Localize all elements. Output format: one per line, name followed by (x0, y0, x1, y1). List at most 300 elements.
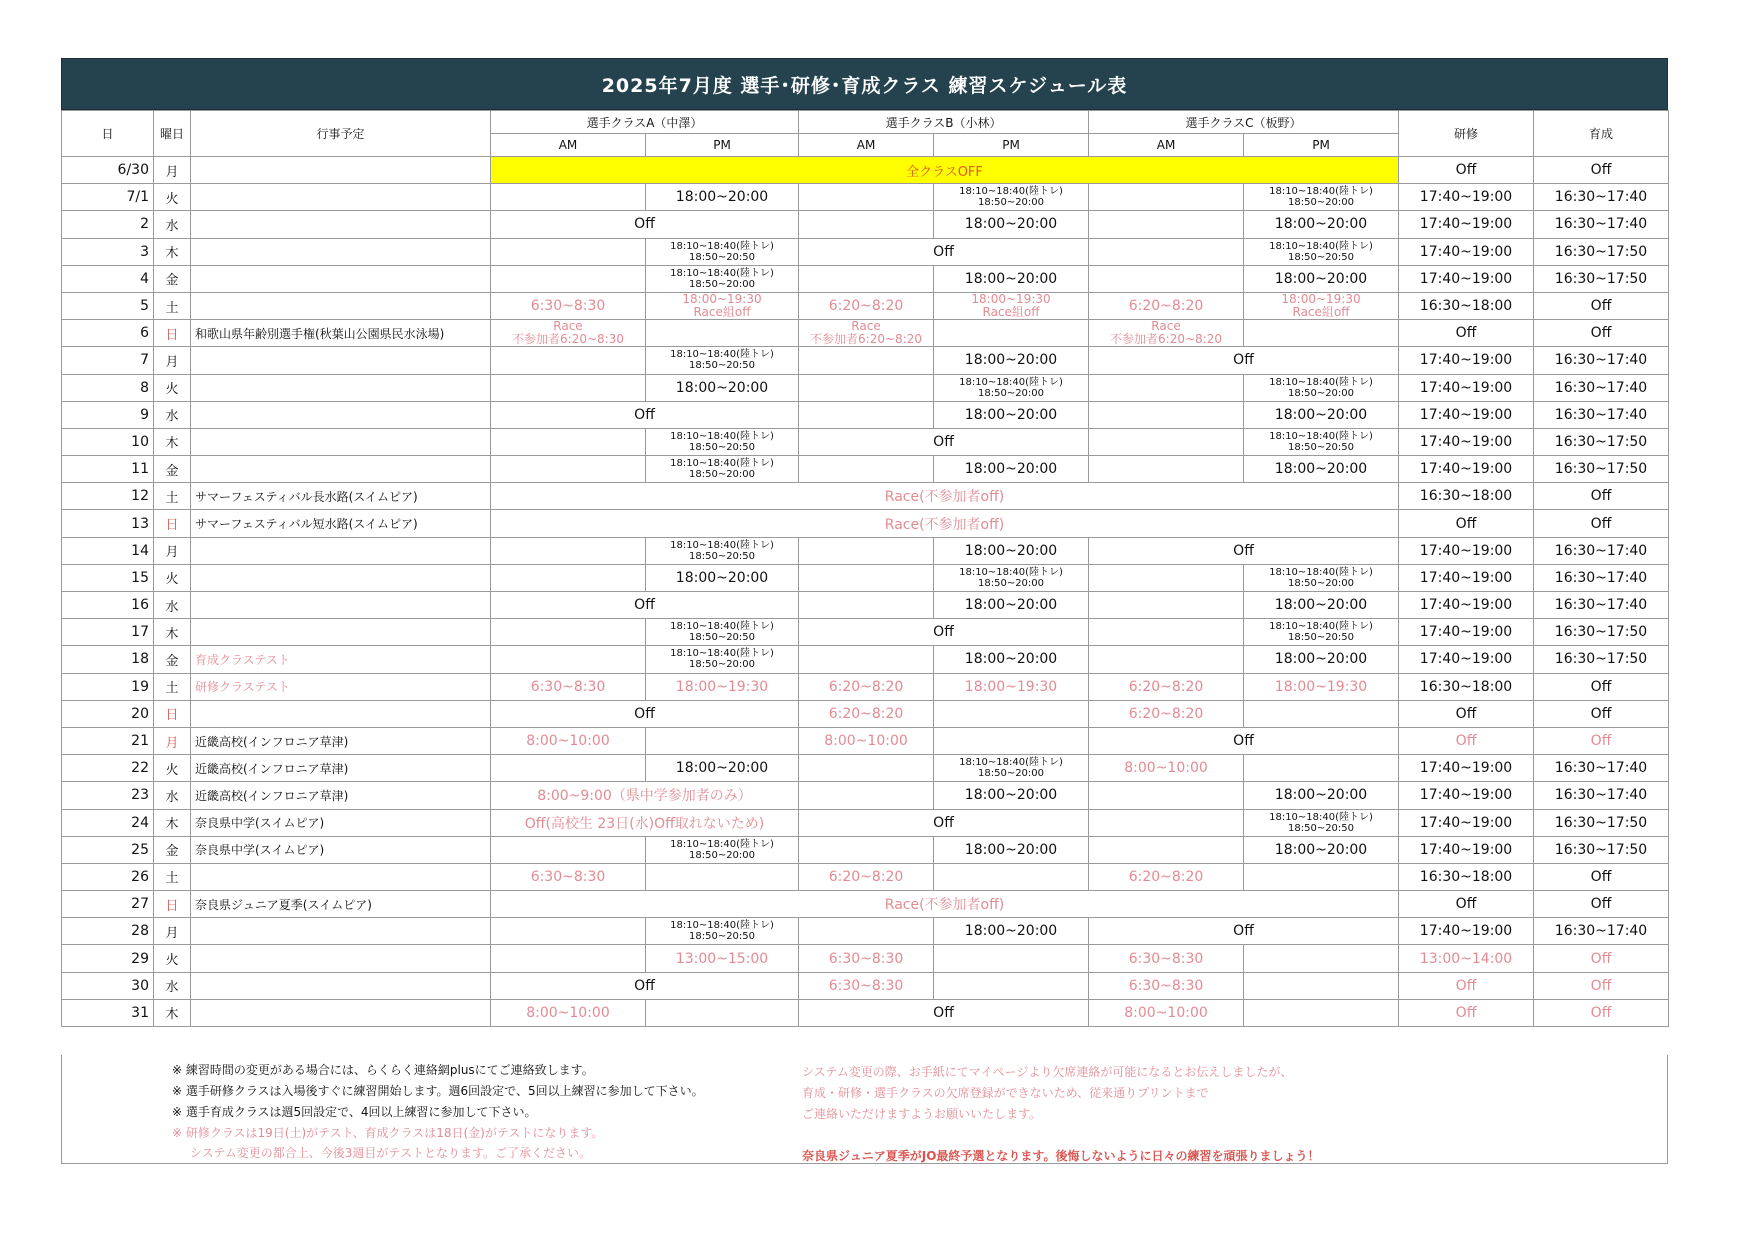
schedule-sheet (61, 58, 1668, 1027)
class-c-pm-cell: 18:00~19:30 (1244, 673, 1399, 700)
class-a-pm-cell: 18:10~18:40(陸トレ) 18:50~20:00 (646, 265, 799, 292)
class-a-pm-cell: 18:00~19:30 (646, 673, 799, 700)
weekday-cell: 水 (154, 592, 191, 619)
day-cell: 18 (62, 646, 154, 673)
class-b-pm-cell (934, 972, 1089, 999)
class-a-pm-cell: 18:10~18:40(陸トレ) 18:50~20:00 (646, 836, 799, 863)
day-cell: 27 (62, 891, 154, 918)
schedule-row (62, 755, 1669, 782)
class-b-pm-cell: 18:00~20:00 (934, 211, 1089, 238)
day-cell: 6 (62, 320, 154, 347)
weekday-cell: 月 (154, 727, 191, 754)
event-cell (191, 592, 491, 619)
header-class-c: 選手クラスC（板野） (1089, 111, 1399, 134)
class-b-pm-cell: 18:00~20:00 (934, 401, 1089, 428)
ikusei-cell: Off (1534, 945, 1669, 972)
kenshu-cell: 17:40~19:00 (1399, 592, 1534, 619)
weekday-cell: 水 (154, 211, 191, 238)
header-ikusei: 育成 (1534, 111, 1669, 157)
ikusei-cell: 16:30~17:50 (1534, 646, 1669, 673)
schedule-row (62, 673, 1669, 700)
class-c-pm-cell: 18:10~18:40(陸トレ) 18:50~20:50 (1244, 619, 1399, 646)
schedule-row (62, 510, 1669, 537)
weekday-cell: 木 (154, 619, 191, 646)
event-cell (191, 238, 491, 265)
weekday-cell: 金 (154, 265, 191, 292)
kenshu-cell: 16:30~18:00 (1399, 673, 1534, 700)
class-b-cell: Off (799, 619, 1089, 646)
class-c-pm-cell (1244, 945, 1399, 972)
schedule-row (62, 619, 1669, 646)
class-a-am-cell (491, 918, 646, 945)
class-c-pm-cell: 18:10~18:40(陸トレ) 18:50~20:50 (1244, 238, 1399, 265)
class-b-pm-cell: 18:00~20:00 (934, 836, 1089, 863)
class-c-cell: Off (1089, 347, 1399, 374)
day-cell: 8 (62, 374, 154, 401)
day-cell: 6/30 (62, 157, 154, 184)
ikusei-cell: 16:30~17:40 (1534, 918, 1669, 945)
schedule-row (62, 782, 1669, 809)
weekday-cell: 木 (154, 809, 191, 836)
class-c-am-cell (1089, 374, 1244, 401)
weekday-cell: 金 (154, 456, 191, 483)
event-cell: 近畿高校(インフロニア草津) (191, 782, 491, 809)
day-cell: 12 (62, 483, 154, 510)
ikusei-cell: Off (1534, 700, 1669, 727)
class-c-am-cell: 8:00~10:00 (1089, 999, 1244, 1026)
note-right-4: 奈良県ジュニア夏季がJO最終予選となります。後悔しないように日々の練習を頑張りましょう！ (802, 1149, 1320, 1163)
event-cell (191, 456, 491, 483)
weekday-cell: 月 (154, 537, 191, 564)
ikusei-cell: 16:30~17:40 (1534, 755, 1669, 782)
weekday-cell: 土 (154, 292, 191, 319)
class-b-am-cell (799, 184, 934, 211)
class-b-pm-cell (934, 945, 1089, 972)
day-cell: 29 (62, 945, 154, 972)
ikusei-cell: 16:30~17:50 (1534, 836, 1669, 863)
class-a-am-cell (491, 184, 646, 211)
class-b-pm-cell (934, 320, 1089, 347)
header-row-1 (62, 111, 1669, 134)
day-cell: 28 (62, 918, 154, 945)
header-a-am: AM (491, 134, 646, 157)
schedule-row (62, 592, 1669, 619)
ikusei-cell: 16:30~17:50 (1534, 265, 1669, 292)
event-cell: 育成クラステスト (191, 646, 491, 673)
kenshu-cell: 17:40~19:00 (1399, 646, 1534, 673)
kenshu-cell: 17:40~19:00 (1399, 836, 1534, 863)
event-cell (191, 184, 491, 211)
class-c-pm-cell: 18:10~18:40(陸トレ) 18:50~20:00 (1244, 184, 1399, 211)
class-c-pm-cell: 18:00~20:00 (1244, 782, 1399, 809)
class-a-cell: Off (491, 700, 799, 727)
class-b-am-cell: 6:20~8:20 (799, 700, 934, 727)
schedule-row (62, 265, 1669, 292)
header-dow: 曜日 (154, 111, 191, 157)
class-c-am-cell: 6:30~8:30 (1089, 945, 1244, 972)
notes-section (61, 1055, 1668, 1164)
schedule-row (62, 211, 1669, 238)
schedule-row (62, 184, 1669, 211)
header-class-a: 選手クラスA（中澤） (491, 111, 799, 134)
day-cell: 14 (62, 537, 154, 564)
ikusei-cell: Off (1534, 999, 1669, 1026)
weekday-cell: 木 (154, 999, 191, 1026)
class-c-pm-cell: 18:00~20:00 (1244, 211, 1399, 238)
kenshu-cell: 17:40~19:00 (1399, 456, 1534, 483)
ikusei-cell: 16:30~17:50 (1534, 456, 1669, 483)
class-b-pm-cell: 18:00~20:00 (934, 918, 1089, 945)
day-cell: 9 (62, 401, 154, 428)
class-c-pm-cell: 18:10~18:40(陸トレ) 18:50~20:50 (1244, 428, 1399, 455)
weekday-cell: 火 (154, 374, 191, 401)
schedule-row (62, 157, 1669, 184)
class-a-pm-cell: 18:00~19:30 Race組off (646, 292, 799, 319)
class-b-am-cell: 6:20~8:20 (799, 292, 934, 319)
day-cell: 11 (62, 456, 154, 483)
day-cell: 2 (62, 211, 154, 238)
class-c-pm-cell: 18:10~18:40(陸トレ) 18:50~20:50 (1244, 809, 1399, 836)
event-cell (191, 211, 491, 238)
class-c-am-cell (1089, 782, 1244, 809)
event-cell (191, 537, 491, 564)
class-c-am-cell (1089, 646, 1244, 673)
note-left-1: ※ 練習時間の変更がある場合には、らくらく連絡網plusにてご連絡致します。 (172, 1063, 594, 1077)
class-b-am-cell: 6:30~8:30 (799, 945, 934, 972)
day-cell: 20 (62, 700, 154, 727)
event-cell (191, 945, 491, 972)
event-cell (191, 564, 491, 591)
kenshu-cell: 17:40~19:00 (1399, 782, 1534, 809)
ikusei-cell: Off (1534, 320, 1669, 347)
ikusei-cell: 16:30~17:40 (1534, 564, 1669, 591)
schedule-row (62, 347, 1669, 374)
ikusei-cell: 16:30~17:40 (1534, 347, 1669, 374)
class-b-pm-cell: 18:10~18:40(陸トレ) 18:50~20:00 (934, 564, 1089, 591)
class-b-pm-cell: 18:00~19:30 Race組off (934, 292, 1089, 319)
day-cell: 19 (62, 673, 154, 700)
class-c-am-cell: 6:20~8:20 (1089, 292, 1244, 319)
class-a-am-cell: 6:30~8:30 (491, 673, 646, 700)
event-cell: 奈良県中学(スイムピア) (191, 836, 491, 863)
schedule-row (62, 809, 1669, 836)
ikusei-cell: 16:30~17:50 (1534, 809, 1669, 836)
ikusei-cell: Off (1534, 972, 1669, 999)
class-c-am-cell (1089, 401, 1244, 428)
class-b-pm-cell (934, 700, 1089, 727)
schedule-row (62, 320, 1669, 347)
class-b-am-cell (799, 456, 934, 483)
day-cell: 31 (62, 999, 154, 1026)
event-cell (191, 863, 491, 890)
class-a-cell: Off (491, 401, 799, 428)
ikusei-cell: 16:30~17:40 (1534, 537, 1669, 564)
class-c-pm-cell: 18:00~20:00 (1244, 401, 1399, 428)
schedule-row (62, 999, 1669, 1026)
class-b-am-cell (799, 782, 934, 809)
class-b-am-cell (799, 401, 934, 428)
kenshu-cell: Off (1399, 320, 1534, 347)
day-cell: 3 (62, 238, 154, 265)
header-b-pm: PM (934, 134, 1089, 157)
class-b-pm-cell: 18:00~20:00 (934, 347, 1089, 374)
class-c-cell: Off (1089, 537, 1399, 564)
class-b-pm-cell: 18:10~18:40(陸トレ) 18:50~20:00 (934, 374, 1089, 401)
class-b-am-cell (799, 592, 934, 619)
schedule-row (62, 972, 1669, 999)
day-cell: 23 (62, 782, 154, 809)
event-cell (191, 292, 491, 319)
weekday-cell: 日 (154, 700, 191, 727)
event-cell (191, 374, 491, 401)
weekday-cell: 土 (154, 483, 191, 510)
class-b-am-cell (799, 537, 934, 564)
class-b-pm-cell: 18:00~20:00 (934, 592, 1089, 619)
event-cell (191, 347, 491, 374)
ikusei-cell: 16:30~17:50 (1534, 428, 1669, 455)
class-a-pm-cell: 18:10~18:40(陸トレ) 18:50~20:50 (646, 537, 799, 564)
class-c-am-cell (1089, 564, 1244, 591)
kenshu-cell: Off (1399, 999, 1534, 1026)
day-cell: 22 (62, 755, 154, 782)
day-cell: 24 (62, 809, 154, 836)
class-c-pm-cell (1244, 755, 1399, 782)
class-a-am-cell (491, 945, 646, 972)
day-cell: 7/1 (62, 184, 154, 211)
day-cell: 16 (62, 592, 154, 619)
schedule-row (62, 428, 1669, 455)
class-c-am-cell (1089, 456, 1244, 483)
weekday-cell: 月 (154, 157, 191, 184)
schedule-row (62, 863, 1669, 890)
class-b-pm-cell: 18:10~18:40(陸トレ) 18:50~20:00 (934, 184, 1089, 211)
class-b-am-cell (799, 564, 934, 591)
class-b-am-cell: 6:20~8:20 (799, 673, 934, 700)
day-cell: 4 (62, 265, 154, 292)
class-b-am-cell (799, 374, 934, 401)
class-a-am-cell (491, 374, 646, 401)
class-a-pm-cell: 18:10~18:40(陸トレ) 18:50~20:50 (646, 238, 799, 265)
note-left-4: ※ 研修クラスは19日(土)がテスト、育成クラスは18日(金)がテストになります。 (172, 1126, 604, 1140)
kenshu-cell: 16:30~18:00 (1399, 483, 1534, 510)
event-cell: 和歌山県年齢別選手権(秋葉山公園県民水泳場) (191, 320, 491, 347)
day-cell: 15 (62, 564, 154, 591)
schedule-row (62, 401, 1669, 428)
kenshu-cell: Off (1399, 700, 1534, 727)
event-cell (191, 619, 491, 646)
schedule-row (62, 374, 1669, 401)
kenshu-cell: 16:30~18:00 (1399, 863, 1534, 890)
day-cell: 5 (62, 292, 154, 319)
class-c-pm-cell: 18:00~20:00 (1244, 456, 1399, 483)
class-c-cell: Off (1089, 727, 1399, 754)
event-cell: 近畿高校(インフロニア草津) (191, 727, 491, 754)
kenshu-cell: 17:40~19:00 (1399, 347, 1534, 374)
weekday-cell: 日 (154, 510, 191, 537)
ikusei-cell: Off (1534, 157, 1669, 184)
class-b-am-cell: 6:30~8:30 (799, 972, 934, 999)
schedule-row (62, 537, 1669, 564)
weekday-cell: 金 (154, 836, 191, 863)
class-c-pm-cell: 18:00~19:30 Race組off (1244, 292, 1399, 319)
event-cell (191, 401, 491, 428)
schedule-row (62, 945, 1669, 972)
ikusei-cell: Off (1534, 673, 1669, 700)
event-cell (191, 918, 491, 945)
schedule-row (62, 238, 1669, 265)
ikusei-cell: 16:30~17:40 (1534, 782, 1669, 809)
kenshu-cell: 17:40~19:00 (1399, 564, 1534, 591)
weekday-cell: 水 (154, 401, 191, 428)
class-b-pm-cell: 18:00~19:30 (934, 673, 1089, 700)
event-cell (191, 972, 491, 999)
ikusei-cell: Off (1534, 891, 1669, 918)
event-cell (191, 157, 491, 184)
header-class-b: 選手クラスB（小林） (799, 111, 1089, 134)
class-b-am-cell: 6:20~8:20 (799, 863, 934, 890)
weekday-cell: 金 (154, 646, 191, 673)
kenshu-cell: 17:40~19:00 (1399, 211, 1534, 238)
weekday-cell: 月 (154, 347, 191, 374)
class-b-am-cell (799, 347, 934, 374)
header-c-pm: PM (1244, 134, 1399, 157)
class-c-am-cell (1089, 428, 1244, 455)
class-c-pm-cell (1244, 320, 1399, 347)
race-cell: Race(不参加者off) (491, 483, 1399, 510)
ikusei-cell: Off (1534, 727, 1669, 754)
class-b-pm-cell (934, 863, 1089, 890)
class-c-cell: Off (1089, 918, 1399, 945)
event-cell: サマーフェスティバル短水路(スイムピア) (191, 510, 491, 537)
kenshu-cell: Off (1399, 972, 1534, 999)
race-cell: Race(不参加者off) (491, 510, 1399, 537)
ikusei-cell: Off (1534, 292, 1669, 319)
schedule-row (62, 483, 1669, 510)
schedule-table (61, 110, 1669, 1027)
class-c-am-cell (1089, 265, 1244, 292)
class-a-pm-cell (646, 999, 799, 1026)
class-a-pm-cell: 18:00~20:00 (646, 374, 799, 401)
class-a-am-cell (491, 428, 646, 455)
schedule-body (62, 157, 1669, 1027)
class-b-pm-cell: 18:00~20:00 (934, 782, 1089, 809)
class-c-pm-cell: 18:00~20:00 (1244, 646, 1399, 673)
class-b-pm-cell: 18:10~18:40(陸トレ) 18:50~20:00 (934, 755, 1089, 782)
class-c-pm-cell: 18:10~18:40(陸トレ) 18:50~20:00 (1244, 374, 1399, 401)
class-b-am-cell (799, 755, 934, 782)
schedule-row (62, 646, 1669, 673)
header-c-am: AM (1089, 134, 1244, 157)
class-a-pm-cell: 18:00~20:00 (646, 184, 799, 211)
weekday-cell: 土 (154, 863, 191, 890)
class-b-cell: Off (799, 428, 1089, 455)
weekday-cell: 木 (154, 238, 191, 265)
kenshu-cell: 17:40~19:00 (1399, 809, 1534, 836)
class-b-am-cell (799, 918, 934, 945)
class-a-pm-cell: 18:00~20:00 (646, 564, 799, 591)
day-cell: 17 (62, 619, 154, 646)
event-cell: 奈良県ジュニア夏季(スイムピア) (191, 891, 491, 918)
class-a-pm-cell (646, 320, 799, 347)
class-a-pm-cell: 18:10~18:40(陸トレ) 18:50~20:50 (646, 619, 799, 646)
header-a-pm: PM (646, 134, 799, 157)
schedule-row (62, 727, 1669, 754)
class-c-am-cell (1089, 619, 1244, 646)
kenshu-cell: 17:40~19:00 (1399, 374, 1534, 401)
class-a-am-cell (491, 619, 646, 646)
class-b-am-cell (799, 646, 934, 673)
class-a-am-cell (491, 755, 646, 782)
class-a-am-cell (491, 646, 646, 673)
header-b-am: AM (799, 134, 934, 157)
class-c-am-cell (1089, 238, 1244, 265)
class-c-pm-cell: 18:00~20:00 (1244, 592, 1399, 619)
class-b-am-cell (799, 265, 934, 292)
schedule-row (62, 918, 1669, 945)
note-left-2: ※ 選手研修クラスは入場後すぐに練習開始します。週6回設定で、5回以上練習に参加して下さい。 (172, 1084, 704, 1098)
class-a-pm-cell: 18:10~18:40(陸トレ) 18:50~20:00 (646, 456, 799, 483)
ikusei-cell: 16:30~17:50 (1534, 619, 1669, 646)
class-c-pm-cell (1244, 863, 1399, 890)
event-cell: 研修クラステスト (191, 673, 491, 700)
weekday-cell: 日 (154, 891, 191, 918)
ikusei-cell: 16:30~17:40 (1534, 184, 1669, 211)
kenshu-cell: 17:40~19:00 (1399, 918, 1534, 945)
schedule-row (62, 292, 1669, 319)
event-cell (191, 428, 491, 455)
class-a-pm-cell: 13:00~15:00 (646, 945, 799, 972)
weekday-cell: 火 (154, 184, 191, 211)
class-a-pm-cell (646, 727, 799, 754)
class-c-am-cell: 6:20~8:20 (1089, 863, 1244, 890)
class-b-pm-cell: 18:00~20:00 (934, 537, 1089, 564)
event-cell: サマーフェスティバル長水路(スイムピア) (191, 483, 491, 510)
class-a-am-cell (491, 456, 646, 483)
weekday-cell: 火 (154, 755, 191, 782)
header-day: 日 (62, 111, 154, 157)
header-kenshu: 研修 (1399, 111, 1534, 157)
ikusei-cell: Off (1534, 510, 1669, 537)
class-c-am-cell (1089, 184, 1244, 211)
class-c-pm-cell: 18:10~18:40(陸トレ) 18:50~20:00 (1244, 564, 1399, 591)
kenshu-cell: 17:40~19:00 (1399, 401, 1534, 428)
class-a-am-cell: 6:30~8:30 (491, 863, 646, 890)
class-a-cell: 8:00~9:00（県中学参加者のみ） (491, 782, 799, 809)
class-b-am-cell (799, 211, 934, 238)
class-c-am-cell (1089, 592, 1244, 619)
class-a-cell: Off (491, 972, 799, 999)
event-cell: 奈良県中学(スイムピア) (191, 809, 491, 836)
class-a-pm-cell (646, 863, 799, 890)
note-right-3: ご連絡いただけますようお願いいたします。 (802, 1107, 1042, 1121)
class-c-am-cell (1089, 809, 1244, 836)
schedule-row (62, 836, 1669, 863)
class-a-am-cell (491, 564, 646, 591)
class-a-pm-cell: 18:10~18:40(陸トレ) 18:50~20:00 (646, 646, 799, 673)
ikusei-cell: 16:30~17:40 (1534, 374, 1669, 401)
class-a-am-cell: 6:30~8:30 (491, 292, 646, 319)
class-c-am-cell: 6:20~8:20 (1089, 673, 1244, 700)
ikusei-cell: 16:30~17:40 (1534, 592, 1669, 619)
schedule-row (62, 700, 1669, 727)
class-a-pm-cell: 18:10~18:40(陸トレ) 18:50~20:50 (646, 918, 799, 945)
schedule-row (62, 891, 1669, 918)
class-c-am-cell: 8:00~10:00 (1089, 755, 1244, 782)
weekday-cell: 月 (154, 918, 191, 945)
class-c-am-cell: 6:20~8:20 (1089, 700, 1244, 727)
note-left-3: ※ 選手育成クラスは週5回設定で、4回以上練習に参加して下さい。 (172, 1105, 537, 1119)
event-cell (191, 999, 491, 1026)
